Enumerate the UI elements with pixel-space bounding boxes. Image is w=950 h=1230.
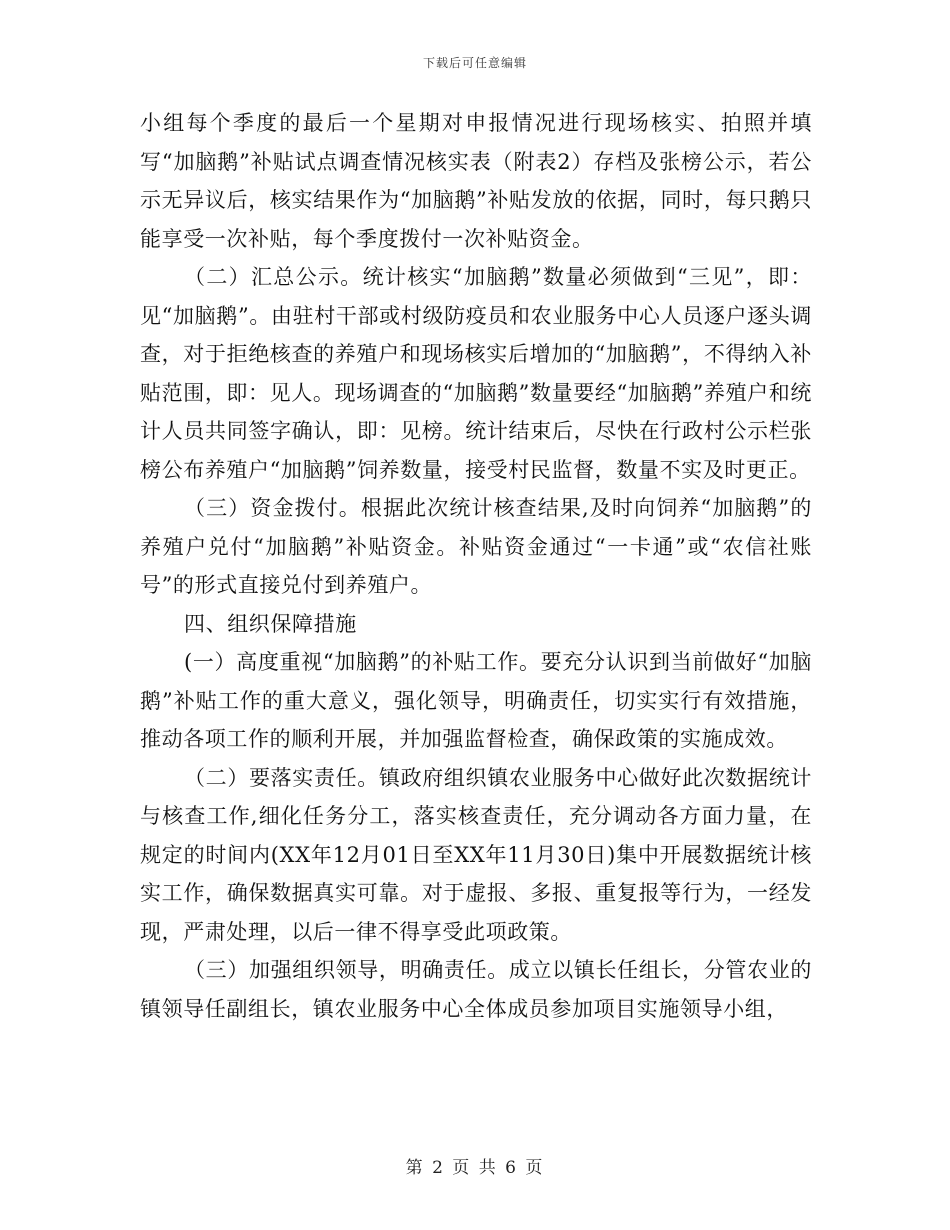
paragraph-high-importance: (一）高度重视“加脑鹅”的补贴工作。要充分认识到当前做好“加脑鹅”补贴工作的重大意义，强化领导，明确责任，切实实行有效措施，推动各项工作的顺利开展，并加强监督检查，确保政策的实施成效。 [140,650,812,751]
paragraph-implement-responsibility: （二）要落实责任。镇政府组织镇农业服务中心做好此次数据统计与核查工作,细化任务分工，落实核查责任，充分调动各方面力量，在规定的时间内(XX年12月01日至XX年11月30日)集中开展数据统计核实工作，确保数据真实可靠。对于虚报、多报、重复报等行为，一经发现，严肃处理，以后一律不得享受此项政策。 [140,765,812,944]
paragraph-continuation: 小组每个季度的最后一个星期对申报情况进行现场核实、拍照并填写“加脑鹅”补贴试点调查情况核实表（附表2）存档及张榜公示，若公示无异议后，核实结果作为“加脑鹅”补贴发放的依据，同时，每只鹅只能享受一次补贴，每个季度拨付一次补贴资金。 [140,111,812,251]
paragraph-strengthen-leadership: （三）加强组织领导，明确责任。成立以镇长任组长，分管农业的镇领导任副组长，镇农业服务中心全体成员参加项目实施领导小组， [140,958,812,1021]
paragraph-fund-allocation: （三）资金拨付。根据此次统计核查结果,及时向饲养“加脑鹅”的养殖户兑付“加脑鹅”补贴资金。补贴资金通过“一卡通”或“农信社账号”的形式直接兑付到养殖户。 [140,496,812,597]
header-note: 下载后可任意编辑 [422,56,527,70]
document-body [140,104,812,1028]
section-heading-guarantee-measures: 四、组织保障措施 [184,611,357,636]
page-number-footer: 第 2 页 共 6 页 [405,1158,545,1178]
paragraph-summary-publicity: （二）汇总公示。统计核实“加脑鹅”数量必须做到“三见”，即：见“加脑鹅”。由驻村干部或村级防疫员和农业服务中心人员逐户逐头调查，对于拒绝核查的养殖户和现场核实后增加的“加脑鹅”，不得纳入补贴范围，即：见人。现场调查的“加脑鹅”数量要经“加脑鹅”养殖户和统计人员共同签字确认，即：见榜。统计结束后，尽快在行政村公示栏张榜公布养殖户“加脑鹅”饲养数量，接受村民监督，数量不实及时更正。 [140,265,812,482]
